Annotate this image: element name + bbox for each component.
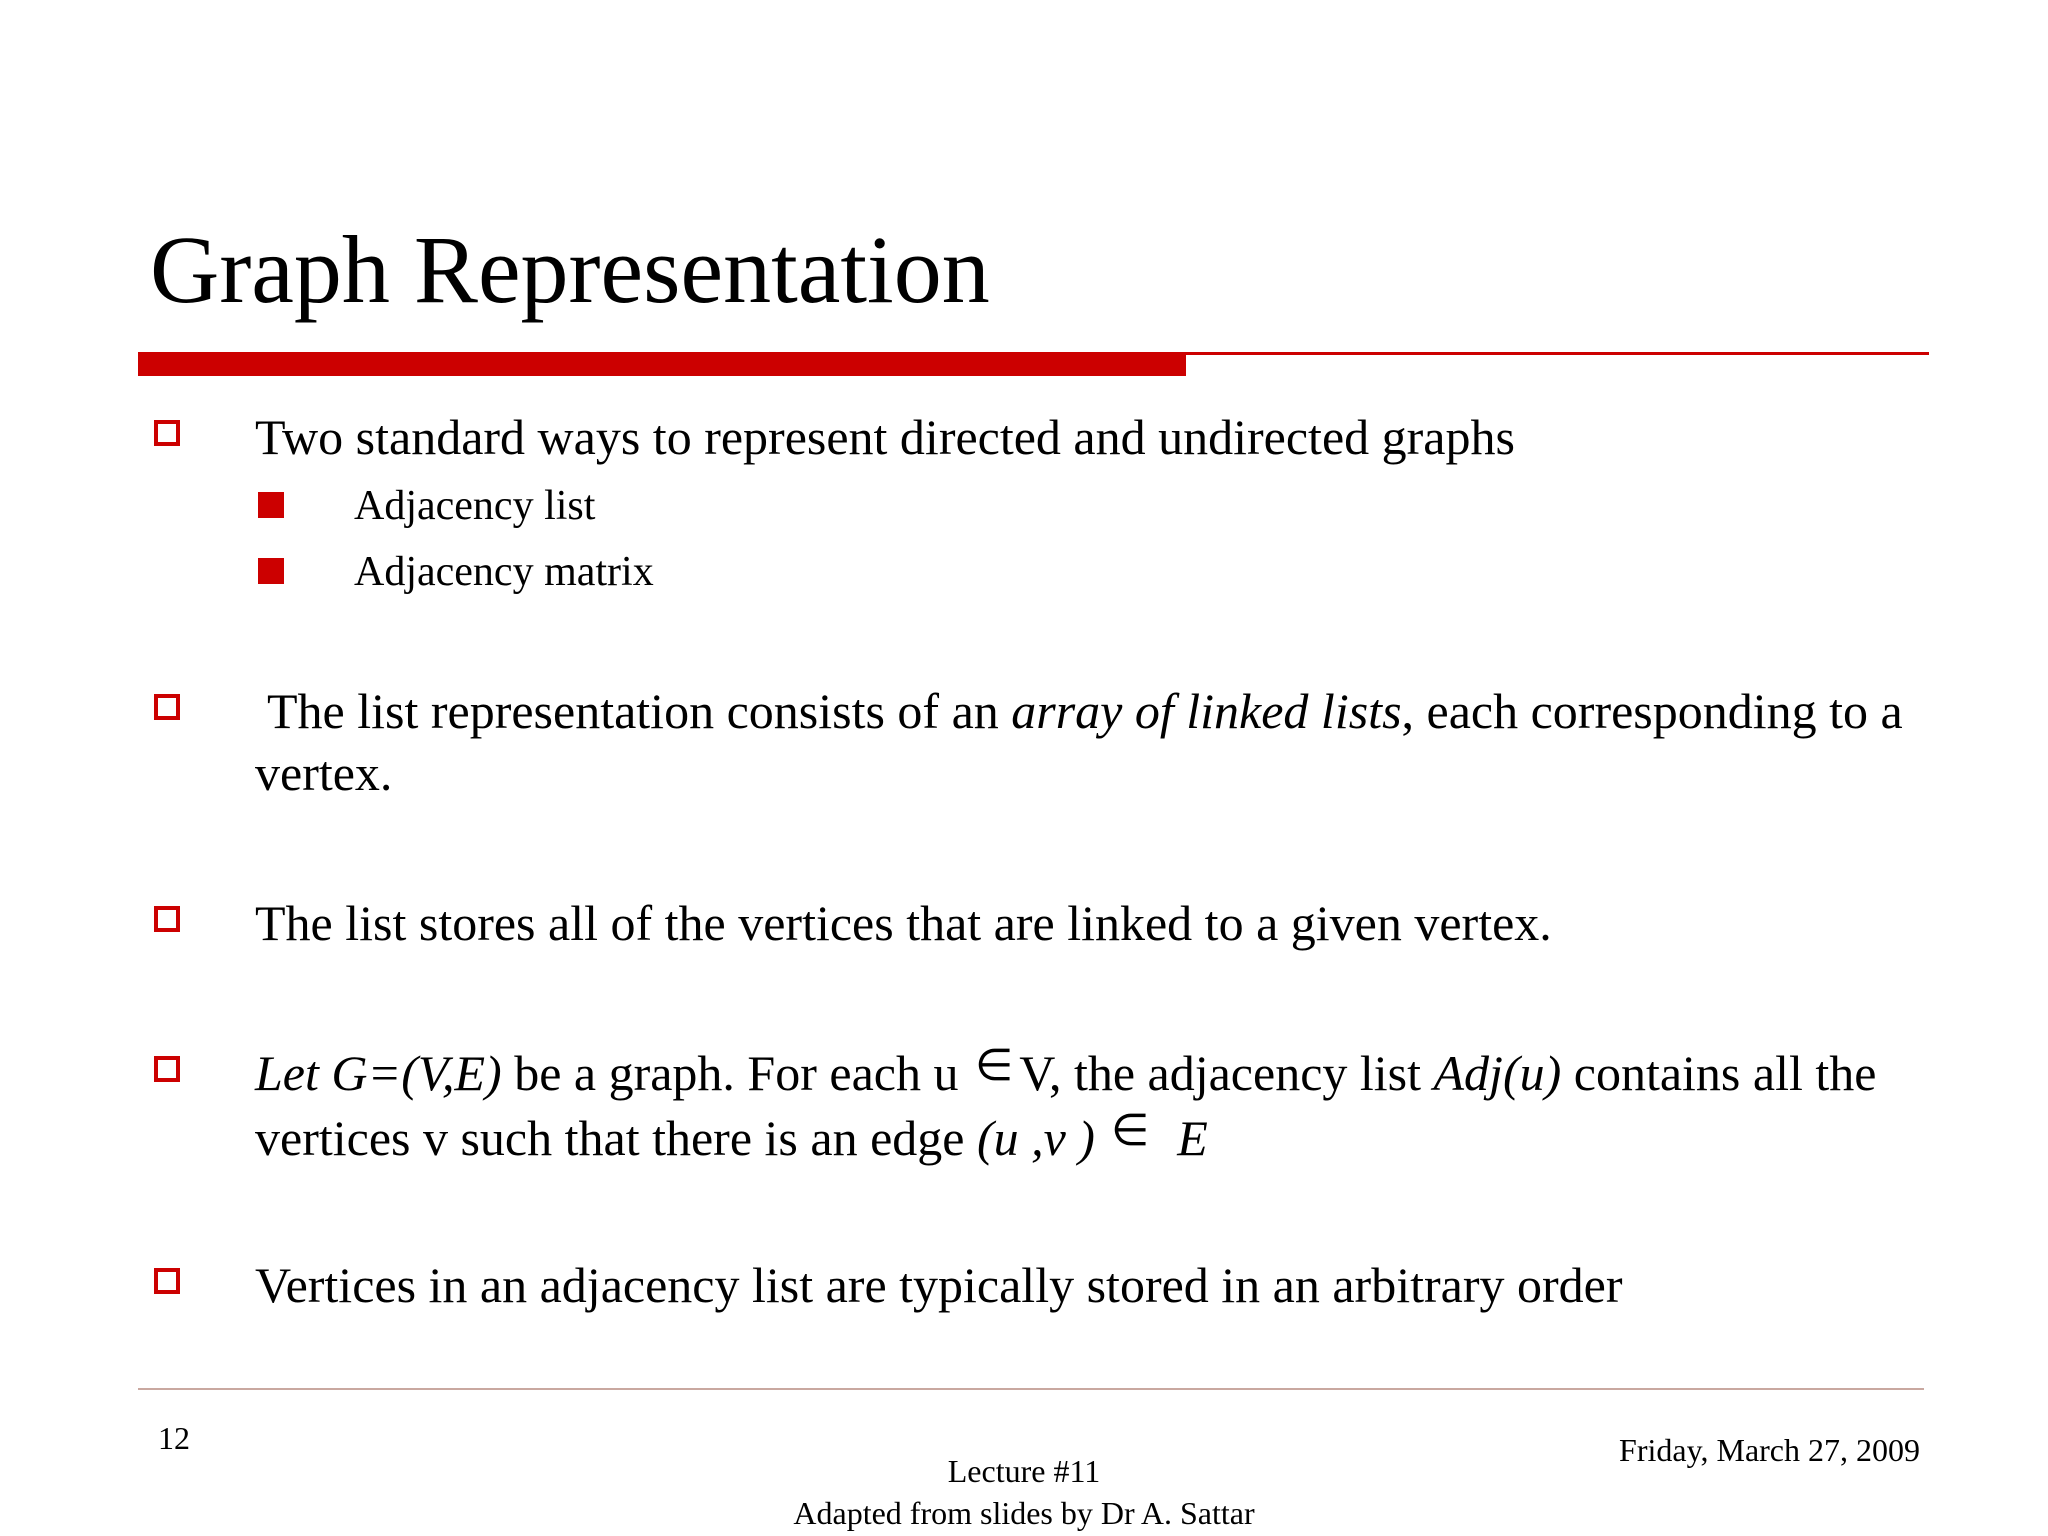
hollow-square-bullet-icon xyxy=(154,1268,180,1294)
hollow-square-bullet-icon xyxy=(154,694,180,720)
title-underline-thin xyxy=(1186,352,1929,355)
hollow-square-bullet-icon xyxy=(154,420,180,446)
filled-square-bullet-icon xyxy=(258,558,284,584)
element-of-symbol: ∈ xyxy=(974,1040,1014,1091)
filled-square-bullet-icon xyxy=(258,492,284,518)
title-underline-thick xyxy=(138,352,1186,376)
italic-phrase: array of linked lists xyxy=(1011,683,1402,739)
footer-divider xyxy=(138,1388,1924,1390)
sub-bullet-2-text: Adjacency matrix xyxy=(354,549,654,595)
slide-date: Friday, March 27, 2009 xyxy=(1619,1432,1920,1468)
bullet-2-text: The list representation consists of an array of linked lists, each corresponding to a vertex. xyxy=(255,683,1903,801)
bullet-4-text: Let G=(V,E) be a graph. For each u ∈ V, the adjacency list Adj(u) contains all the vertices v such that there is an edge (u ,v ) ∈ E xyxy=(255,1040,1877,1166)
bullet-1-text: Two standard ways to represent directed and undirected graphs xyxy=(255,409,1515,465)
footer-credits xyxy=(724,1450,1324,1534)
credit-line: Adapted from slides by Dr A. Sattar xyxy=(793,1495,1255,1531)
hollow-square-bullet-icon xyxy=(154,1056,180,1082)
element-of-symbol: ∈ xyxy=(1110,1105,1150,1156)
sub-bullet-1-text: Adjacency list xyxy=(354,483,596,529)
bullet-3-text: The list stores all of the vertices that are linked to a given vertex. xyxy=(255,895,1552,951)
page-number: 12 xyxy=(158,1420,190,1456)
hollow-square-bullet-icon xyxy=(154,906,180,932)
lecture-label: Lecture #11 xyxy=(947,1453,1101,1489)
slide-title: Graph Representation xyxy=(150,216,990,323)
bullet-5-text: Vertices in an adjacency list are typically stored in an arbitrary order xyxy=(255,1257,1623,1313)
